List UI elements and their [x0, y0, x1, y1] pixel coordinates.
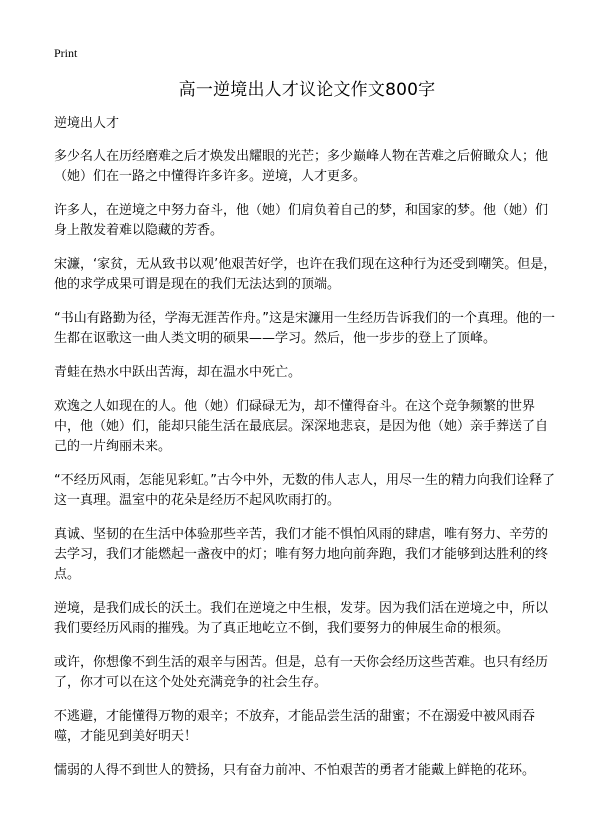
print-link[interactable]: Print — [54, 46, 78, 60]
paragraph: 欢逸之人如现在的人。他（她）们碌碌无为，却不懂得奋斗。在这个竞争频繁的世界中，他（她）们，能却只能生活在最底层。深深地悲哀，是因为他（她）亲手葬送了自己的一片绚丽未来。 — [54, 399, 549, 454]
paragraph: 逆境，是我们成长的沃土。我们在逆境之中生根，发芽。因为我们活在逆境之中，所以我们要经历风雨的摧残。为了真正地屹立不倒，我们要努力的伸展生命的根须。 — [54, 601, 549, 636]
page-title: 高一逆境出人才议论文作文800字 — [178, 80, 436, 100]
paragraph: 许多人，在逆境之中努力奋斗，他（她）们肩负着自己的梦，和国家的梦。他（她）们身上散发着难以隐藏的芳香。 — [54, 203, 549, 238]
paragraph: 懦弱的人得不到世人的赞扬，只有奋力前冲、不怕艰苦的勇者才能戴上鲜艳的花环。 — [54, 763, 536, 778]
paragraph: 青蛙在热水中跃出苦海，却在温水中死亡。 — [54, 365, 302, 380]
paragraph: 或许，你想像不到生活的艰辛与困苦。但是，总有一天你会经历这些苦难。也只有经历了，你才可以在这个处处充满竞争的社会生存。 — [54, 655, 549, 690]
paragraph: 真诚、坚韧的在生活中体验那些辛苦，我们才能不惧怕风雨的肆虐，唯有努力、辛劳的去学习，我们才能燃起一盏夜中的灯；唯有努力地向前奔跑，我们才能够到达胜利的终点。 — [54, 527, 549, 582]
paragraph: 多少名人在历经磨难之后才焕发出耀眼的光芒；多少巅峰人物在苦难之后俯瞰众人；他（她）们在一路之中懂得许多许多。逆境，人才更多。 — [54, 149, 549, 184]
paragraph: “不经历风雨，怎能见彩虹。”古今中外，无数的伟人志人，用尽一生的精力向我们诠释了这一真理。温室中的花朵是经历不起风吹雨打的。 — [54, 473, 555, 508]
paragraph: 不逃避，才能懂得万物的艰辛；不放弃，才能品尝生活的甜蜜；不在溺爱中被风雨吞噬，才能见到美好明天！ — [54, 709, 536, 744]
article-body — [54, 147, 560, 781]
paragraph: “书山有路勤为径，学海无涯苦作舟。”这是宋濂用一生经历告诉我们的一个真理。他的一生都在讴歌这一曲人类文明的硕果——学习。然后，他一步步的登上了顶峰。 — [54, 311, 555, 346]
article-subtitle: 逆境出人才 — [54, 116, 120, 131]
paragraph: 宋濂，‘家贫，无从致书以观’他艰苦好学，也许在我们现在这种行为还受到嘲笑。但是，他的求学成果可谓是现在的我们无法达到的顶端。 — [54, 257, 557, 292]
